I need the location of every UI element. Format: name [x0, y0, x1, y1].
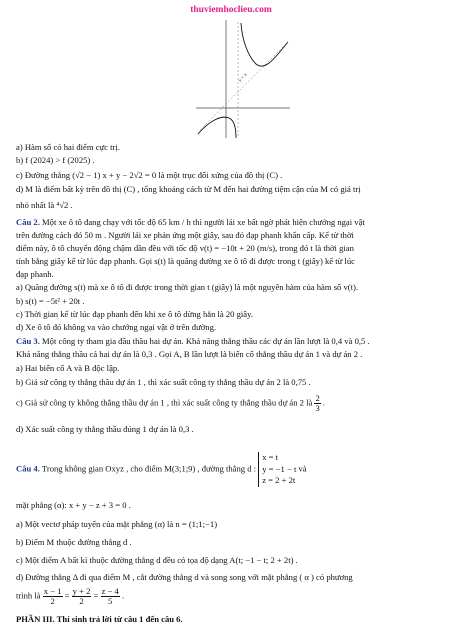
- delta-frac-x: [43, 587, 63, 606]
- question-4-line-1: [16, 452, 307, 487]
- frac-y-den: 2: [79, 596, 84, 607]
- question-2-line-1: [16, 217, 365, 228]
- eq-sep-2: =: [91, 590, 101, 601]
- question-2-text: Một xe ô tô đang chạy với tốc độ 65 km / h thì người lái xe bất ngờ phát hiện chướng ngại vật: [39, 217, 365, 227]
- c3-option-b: b) Giả sử công ty thắng thầu dự án 1 , thì xác suất công ty thắng thầu dự án 2 là 0,75 .: [16, 377, 311, 387]
- eq-end: .: [119, 590, 125, 601]
- system-eq-y: y = −1 − t: [262, 463, 297, 474]
- system-tail: và: [296, 463, 307, 474]
- fraction-two-thirds: [314, 394, 320, 413]
- c1-option-c: c) Đường thẳng (√2 − 1) x + y − 2√2 = 0 là một trục đối xứng của đồ thị (C) .: [16, 170, 283, 180]
- c2-option-b: b) s(t) = −5t² + 20t .: [16, 296, 85, 306]
- part-3-heading: [16, 614, 183, 625]
- question-2-line-3: điểm này, ô tô chuyển động chậm dần đều với tốc độ v(t) = −10t + 20 (m/s), trong đó t là thời gian: [16, 243, 354, 253]
- part-3-label: PHẦN III.: [16, 614, 55, 624]
- question-2-line-5: đạp phanh.: [16, 269, 54, 279]
- part-3-text: Thí sinh trả lời từ câu 1 đến câu 6.: [54, 614, 183, 624]
- c2-option-a: a) Quãng đường s(t) mà xe ô tô đi được trong thời gian t (giây) là một nguyên hàm của hàm số v(t).: [16, 282, 359, 292]
- c3-option-c-text: c) Giả sử công ty không thắng thầu dự án 1 , thì xác suất công ty thắng thầu dự án 2 là: [16, 397, 313, 408]
- function-graph: [196, 20, 290, 138]
- eq-sep-1: =: [62, 590, 72, 601]
- c4-option-d-lead: trình là: [16, 590, 41, 601]
- delta-frac-z: [101, 587, 120, 606]
- c1-option-a: a) Hàm số có hai điểm cực trị.: [16, 142, 120, 152]
- system-eq-x: x = t: [262, 452, 279, 462]
- question-2-label: Câu 2.: [16, 217, 40, 227]
- frac-y-num: y + 2: [72, 586, 91, 596]
- frac-z-den: 5: [108, 596, 113, 607]
- c3-option-d: d) Xác suất công ty thắng thầu đúng 1 dự án là 0,3 .: [16, 424, 194, 434]
- c1-option-d: d) M là điểm bất kỳ trên đồ thị (C) , tổng khoảng cách từ M đến hai đường tiệm cận của M có giá trị: [16, 184, 361, 194]
- c1-option-d-cont: nhỏ nhất là ⁴√2 .: [16, 200, 73, 210]
- question-4-text: Trong không gian Oxyz , cho điểm M(3;1;9) , đường thẳng d :: [39, 463, 257, 474]
- c2-option-c: c) Thời gian kể từ lúc đạp phanh đến khi xe ô tô dừng hẳn là 20 giây.: [16, 309, 254, 319]
- question-3-line-2: Khả năng thắng thầu cả hai dự án là 0,3 . Gọi A, B lần lượt là biến cố thắng thầu dự án 1 và dự án 2 .: [16, 349, 363, 359]
- c4-option-b: b) Điểm M thuộc đường thẳng d .: [16, 537, 132, 547]
- curve-branch-right: [241, 23, 288, 66]
- question-4-line-2: mặt phẳng (α): x + y − z + 3 = 0 .: [16, 500, 131, 510]
- fraction-numerator: 2: [315, 393, 320, 403]
- c1-option-b: b) f (2024) > f (2025) .: [16, 155, 95, 165]
- c3-option-c: c) Giả sử công ty không thắng thầu dự án 1 , thì xác suất công ty thắng thầu dự án 2 là $\frac{2}{3}$ .: [16, 393, 326, 414]
- frac-z-num: z − 4: [101, 586, 119, 596]
- frac-x-den: 2: [50, 596, 55, 607]
- site-header: thuviemhoclieu.com: [190, 5, 272, 15]
- system-eq-z: z = 2 + 2t: [262, 475, 296, 486]
- question-3-line-1: [16, 336, 370, 347]
- question-4-label: Câu 4.: [16, 463, 40, 474]
- frac-x-num: x − 1: [43, 586, 62, 596]
- c2-option-d: d) Xe ô tô đó không va vào chướng ngại vật ở trên đường.: [16, 322, 217, 332]
- line-d-system: [258, 452, 296, 487]
- slant-asymptote-label: y = x: [237, 72, 249, 84]
- curve-branch-left: [198, 117, 236, 138]
- delta-frac-y: [72, 587, 92, 606]
- question-2-line-4: tính bằng giây kể từ lúc đạp phanh. Gọi s(t) là quãng đường xe ô tô đi được trong t (giây) kể từ lúc: [16, 256, 355, 266]
- question-3-label: Câu 3.: [16, 336, 40, 346]
- slant-asymptote: [200, 44, 286, 130]
- c4-option-d-equation: [16, 587, 124, 606]
- c4-option-d: d) Đường thẳng Δ đi qua điểm M , cắt đường thẳng d và song song với mặt phẳng ( α ) có phương: [16, 572, 353, 582]
- c3-option-a: a) Hai biến cố A và B độc lập.: [16, 363, 120, 373]
- question-3-text: Một công ty tham gia đầu thầu hai dự án. Khả năng thắng thầu các dự án lần lượt là 0,4 và 0,5 .: [39, 336, 370, 346]
- c4-option-c: c) Một điểm A bất kì thuộc đường thẳng d đều có tọa độ dạng A(t; −1 − t; 2 + 2t) .: [16, 555, 298, 565]
- c4-option-a: a) Một vectơ pháp tuyến của mặt phẳng (α) là n = (1;1;−1): [16, 519, 218, 529]
- question-2-line-2: trên đường cách đó 50 m . Người lái xe phản ứng một giây, sau đó đạp phanh khẩn cấp. Kể từ thời: [16, 230, 354, 240]
- fraction-denominator: 3: [315, 403, 320, 414]
